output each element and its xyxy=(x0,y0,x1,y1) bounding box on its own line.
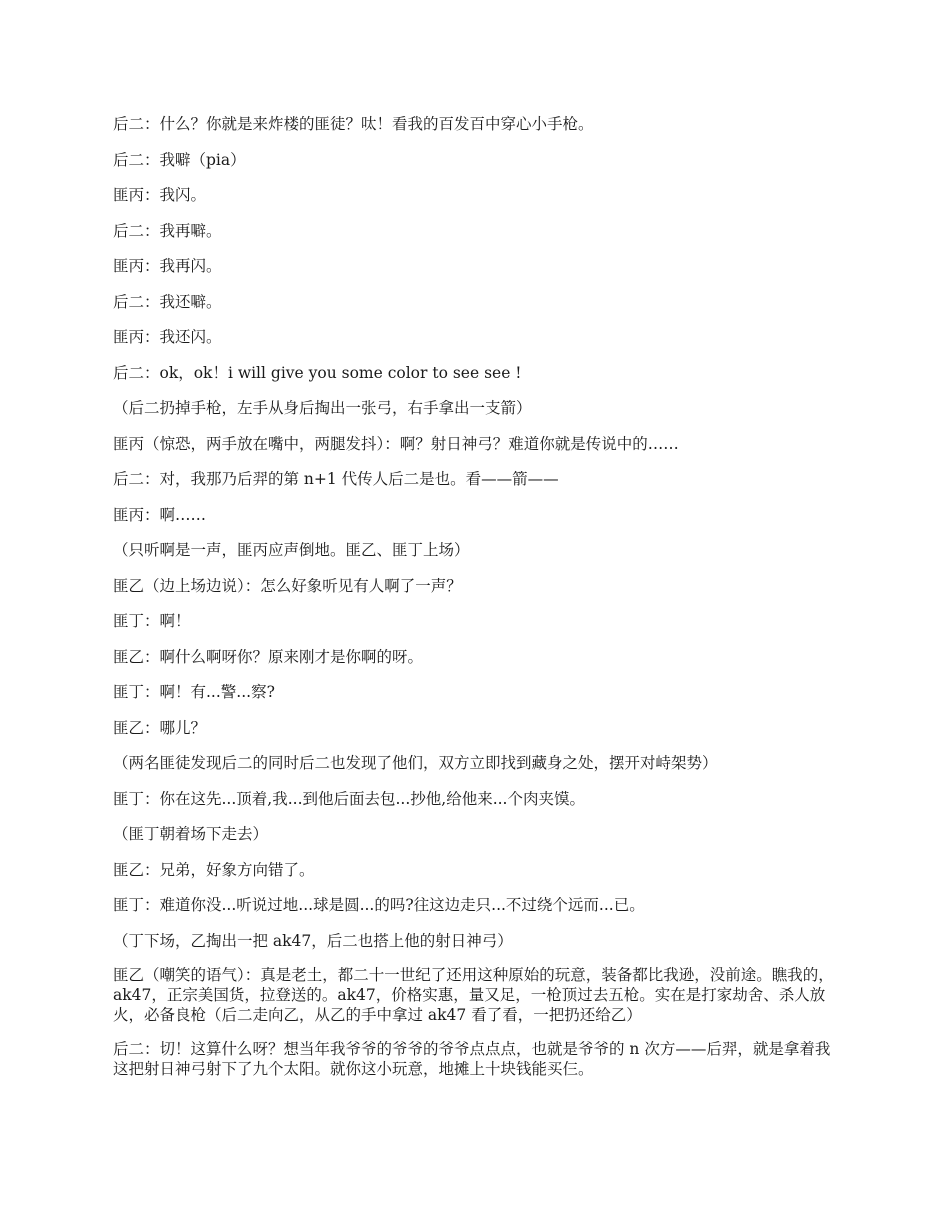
dialogue-line: 匪丁：难道你没...听说过地...球是圆...的吗?往这边走只...不过绕个远而...已。 xyxy=(113,896,645,914)
dialogue-line: 后二：切！这算什么呀？想当年我爷爷的爷爷的爷爷点点点，也就是爷爷的 n 次方——后羿，就是拿着我这把射日神弓射下了九个太阳。就你这小玩意，地摊上十块钱能买仨。 xyxy=(113,1039,831,1078)
stage-direction: （后二扔掉手枪，左手从身后掏出一张弓，右手拿出一支箭） xyxy=(113,399,532,417)
dialogue-line: 匪乙（嘲笑的语气）：真是老土，都二十一世纪了还用这种原始的玩意，装备都比我逊，没前途。瞧我的，ak47，正宗美国货，拉登送的。ak47，价格实惠，量又足，一枪顶过去五枪。实在是打家劫舍、杀人放火，必备良枪（后二走向乙，从乙的手中拿过 ak47 看了看，一把扔还给乙） xyxy=(113,966,834,1024)
dialogue-line: 匪丙（惊恐，两手放在嘴中，两腿发抖）：啊？射日神弓？难道你就是传说中的…… xyxy=(113,434,679,453)
dialogue-line: 匪丙：我闪。 xyxy=(113,186,207,204)
dialogue-line: 后二：我再噼。 xyxy=(113,221,222,240)
dialogue-line: 匪乙：兄弟，好象方向错了。 xyxy=(113,860,315,879)
dialogue-line: 匪乙：啊什么啊呀你？原来刚才是你啊的呀。 xyxy=(113,647,424,666)
stage-direction: （丁下场，乙掏出一把 ak47，后二也搭上他的射日神弓） xyxy=(113,931,513,950)
dialogue-line: 后二：对，我那乃后羿的第 n+1 代传人后二是也。看——箭—— xyxy=(113,470,559,488)
dialogue-line: 后二：我噼（pia） xyxy=(113,150,246,169)
dialogue-line: 后二：我还噼。 xyxy=(113,292,222,311)
dialogue-line: 匪乙（边上场边说）：怎么好象听见有人啊了一声？ xyxy=(113,576,462,595)
dialogue-line: 匪丙：我再闪。 xyxy=(113,257,222,275)
stage-direction: （匪丁朝着场下走去） xyxy=(113,825,269,843)
stage-direction: （只听啊是一声，匪丙应声倒地。匪乙、匪丁上场） xyxy=(113,541,470,559)
stage-direction: （两名匪徒发现后二的同时后二也发现了他们，双方立即找到藏身之处，摆开对峙架势） xyxy=(113,754,718,772)
dialogue-line: 后二：ok，ok！i will give you some color to see see ! xyxy=(113,363,522,382)
document-page xyxy=(113,113,843,1092)
dialogue-line: 匪丁：你在这先...顶着,我...到他后面去包...抄他,给他来...个肉夹馍。 xyxy=(113,789,585,808)
dialogue-line: 匪丁：啊！ xyxy=(113,612,191,630)
dialogue-line: 匪丙：啊…… xyxy=(113,505,207,524)
dialogue-line: 匪乙：哪儿？ xyxy=(113,718,207,737)
dialogue-line: 后二：什么？你就是来炸楼的匪徒？呔！看我的百发百中穿心小手枪。 xyxy=(113,115,594,133)
dialogue-line: 匪丁：啊！有...警...察? xyxy=(113,683,275,701)
dialogue-line: 匪丙：我还闪。 xyxy=(113,328,222,346)
